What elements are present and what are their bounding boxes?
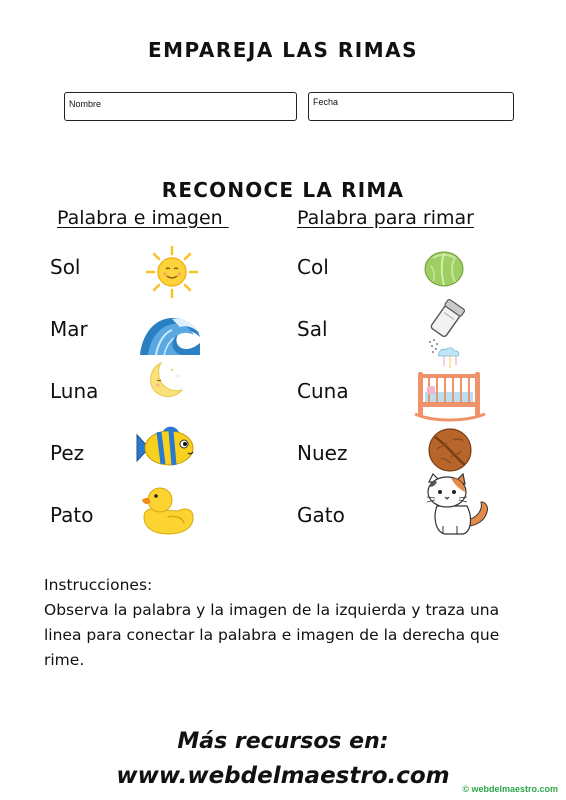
right-word-nuez: Nuez — [297, 441, 348, 465]
instructions-text: Observa la palabra y la imagen de la izquierda y traza una linea para conectar la palabra e imagen de la derecha que rime. — [44, 601, 500, 669]
name-label: Nombre — [69, 99, 102, 109]
instructions-heading: Instrucciones: — [44, 576, 153, 594]
walnut-icon — [427, 427, 473, 473]
section-subtitle: RECONOCE LA RIMA — [161, 178, 405, 202]
right-word-sal: Sal — [297, 317, 328, 341]
date-label: Fecha — [313, 97, 339, 107]
sun-icon — [145, 245, 199, 299]
left-word-mar: Mar — [50, 317, 88, 341]
left-word-pato: Pato — [50, 503, 94, 527]
cat-icon — [423, 472, 491, 538]
right-word-gato: Gato — [297, 503, 345, 527]
wave-icon — [138, 313, 202, 357]
right-word-cuna: Cuna — [297, 379, 349, 403]
left-word-sol: Sol — [50, 255, 81, 279]
left-word-pez: Pez — [50, 441, 85, 465]
left-column-heading: Palabra e imagen — [57, 207, 229, 229]
cabbage-icon — [423, 248, 465, 288]
duck-icon — [138, 483, 198, 537]
instructions-block — [44, 573, 534, 673]
fish-icon — [133, 425, 197, 471]
right-column-heading: Palabra para rimar — [297, 207, 474, 229]
name-field[interactable] — [64, 92, 297, 121]
right-word-col: Col — [297, 255, 329, 279]
crib-icon — [413, 346, 487, 422]
site-credit: © webdelmaestro.com — [462, 784, 558, 794]
promo-url: www.webdelmaestro.com — [116, 763, 450, 789]
promo-heading: Más recursos en: — [177, 729, 389, 754]
date-field[interactable] — [308, 92, 514, 121]
left-word-luna: Luna — [50, 379, 99, 403]
page-title: EMPAREJA LAS RIMAS — [147, 38, 419, 62]
moon-icon — [143, 360, 185, 400]
